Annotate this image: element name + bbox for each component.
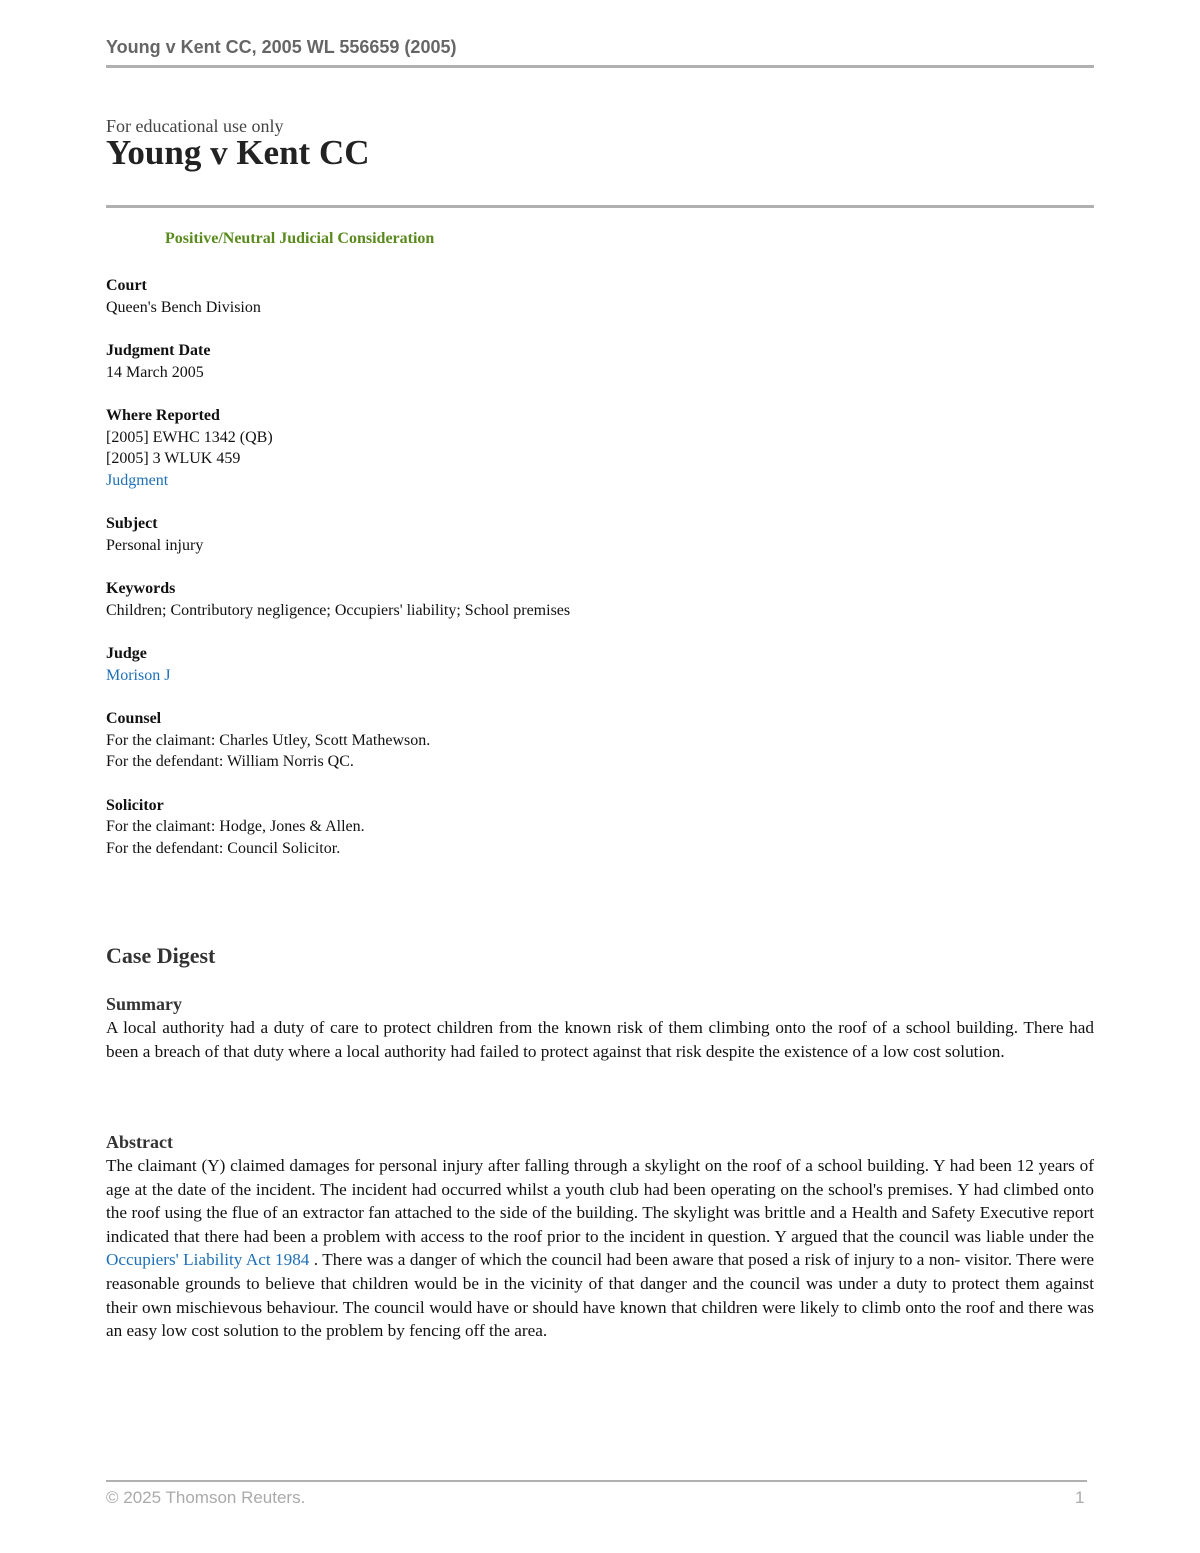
document-title: Young v Kent CC (106, 133, 370, 172)
abstract-section (106, 1130, 1094, 1343)
solicitor-section (106, 795, 1094, 860)
judgment-date-section (106, 340, 1094, 383)
solicitor-defendant: For the defendant: Council Solicitor. (106, 839, 341, 857)
counsel-defendant: For the defendant: William Norris QC. (106, 753, 354, 770)
subject-section (106, 513, 1094, 556)
judicial-consideration-status[interactable]: Positive/Neutral Judicial Consideration (165, 230, 435, 247)
abstract-text-part: . There was a danger of which the council had been aware that posed a risk of injury to a non- visitor. There were reasonable grounds to believe that children would be in the vicinity of that danger and the council was under a duty to protect them against their own mischievous behaviour. The council would have or should have known that children were likely to climb onto the roof and there was an easy low cost solution to the problem by fencing off the area. (106, 1250, 1094, 1341)
summary-heading: Summary (106, 994, 182, 1014)
abstract-heading: Abstract (106, 1132, 173, 1152)
summary-section (106, 992, 1094, 1063)
where-reported-label: Where Reported (106, 407, 220, 424)
solicitor-claimant: For the claimant: Hodge, Jones & Allen. (106, 818, 365, 835)
where-reported-section (106, 405, 1094, 491)
keywords-section (106, 578, 1094, 621)
running-header: Young v Kent CC, 2005 WL 556659 (2005) (106, 37, 457, 57)
copyright-notice: © 2025 Thomson Reuters. (106, 1488, 306, 1507)
keywords-label: Keywords (106, 580, 176, 597)
solicitor-label: Solicitor (106, 796, 164, 814)
keywords-value: Children; Contributory negligence; Occupiers' liability; School premises (106, 601, 571, 619)
judge-label: Judge (106, 645, 147, 662)
case-digest-heading: Case Digest (106, 943, 216, 968)
summary-text: A local authority had a duty of care to protect children from the known risk of them climbing onto the roof of a school building. There had been a breach of that duty where a local authority had failed to protect against that risk despite the existence of a low cost solution. (106, 1018, 1094, 1061)
footer-divider (106, 1480, 1087, 1482)
case-metadata (106, 275, 1094, 881)
judgment-date-label: Judgment Date (106, 342, 211, 359)
page-number: 1 (1075, 1488, 1085, 1507)
citation: [2005] EWHC 1342 (QB) (106, 428, 273, 446)
judge-section (106, 643, 1094, 686)
header-divider (106, 65, 1094, 68)
abstract-text-part: The claimant (Y) claimed damages for personal injury after falling through a skylight on the roof of a school building. Y had been 12 years of age at the date of the incident. The incident had occurred whilst a youth club had been operating on the school's premises. Y had climbed onto the roof using the flue of an extractor fan attached to the side of the building. The skylight was brittle and a Health and Safety Executive report indicated that there had been a problem with access to the roof prior to the incident in question. Y argued that the council was liable under the (106, 1156, 1094, 1246)
judge-link[interactable]: Morison J (106, 666, 171, 684)
title-divider (106, 205, 1094, 208)
subject-label: Subject (106, 515, 158, 532)
judgment-date-value: 14 March 2005 (106, 363, 204, 381)
subject-value: Personal injury (106, 536, 204, 554)
court-value: Queen's Bench Division (106, 298, 261, 316)
educational-use-note: For educational use only (106, 116, 284, 136)
court-section (106, 275, 1094, 318)
citation: [2005] 3 WLUK 459 (106, 450, 241, 467)
counsel-label: Counsel (106, 710, 162, 727)
court-label: Court (106, 277, 147, 294)
judgment-link[interactable]: Judgment (106, 471, 169, 489)
counsel-section (106, 708, 1094, 773)
occupiers-liability-act-link[interactable]: Occupiers' Liability Act 1984 (106, 1250, 310, 1270)
abstract-text (106, 1154, 1094, 1343)
counsel-claimant: For the claimant: Charles Utley, Scott Mathewson. (106, 731, 431, 749)
